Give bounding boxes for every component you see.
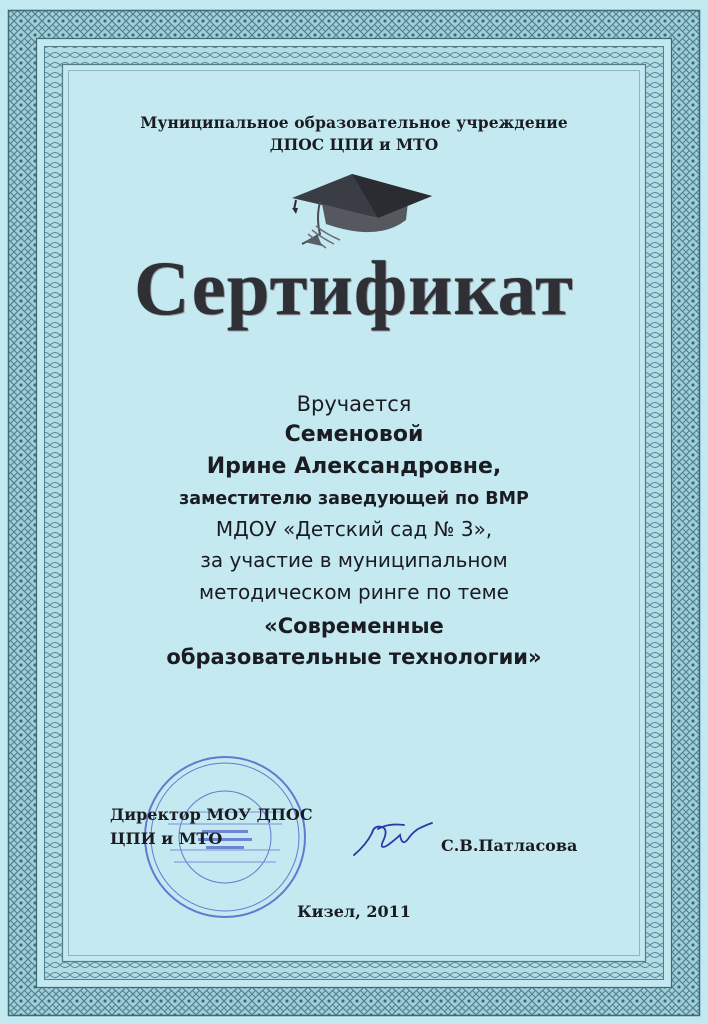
recipient-position: заместителю заведующей по ВМР xyxy=(179,489,529,509)
director-title-line-2: ЦПИ и МТО xyxy=(110,829,223,848)
topic-line-1: «Современные xyxy=(264,614,444,638)
graduation-cap-icon xyxy=(282,160,442,250)
recipient-name: Ирине Александровне, xyxy=(206,454,502,479)
certificate-title: Сертификат xyxy=(134,245,574,331)
place-date: Кизел, 2011 xyxy=(297,902,411,921)
recipient-surname: Семеновой xyxy=(284,422,424,447)
awarded-label: Вручается xyxy=(296,392,412,416)
topic-line-2: образовательные технологии» xyxy=(166,645,542,669)
organization-line-1: Муниципальное образовательное учреждение xyxy=(140,113,568,132)
recipient-institution: МДОУ «Детский сад № 3», xyxy=(215,517,493,541)
reason-line-2: методическом ринге по теме xyxy=(199,580,509,604)
signer-name: С.В.Патласова xyxy=(441,836,578,855)
director-title-line-1: Директор МОУ ДПОС xyxy=(110,805,313,824)
handwritten-signature xyxy=(348,815,438,865)
reason-line-1: за участие в муниципальном xyxy=(200,548,508,572)
organization-line-2: ДПОС ЦПИ и МТО xyxy=(269,135,439,154)
